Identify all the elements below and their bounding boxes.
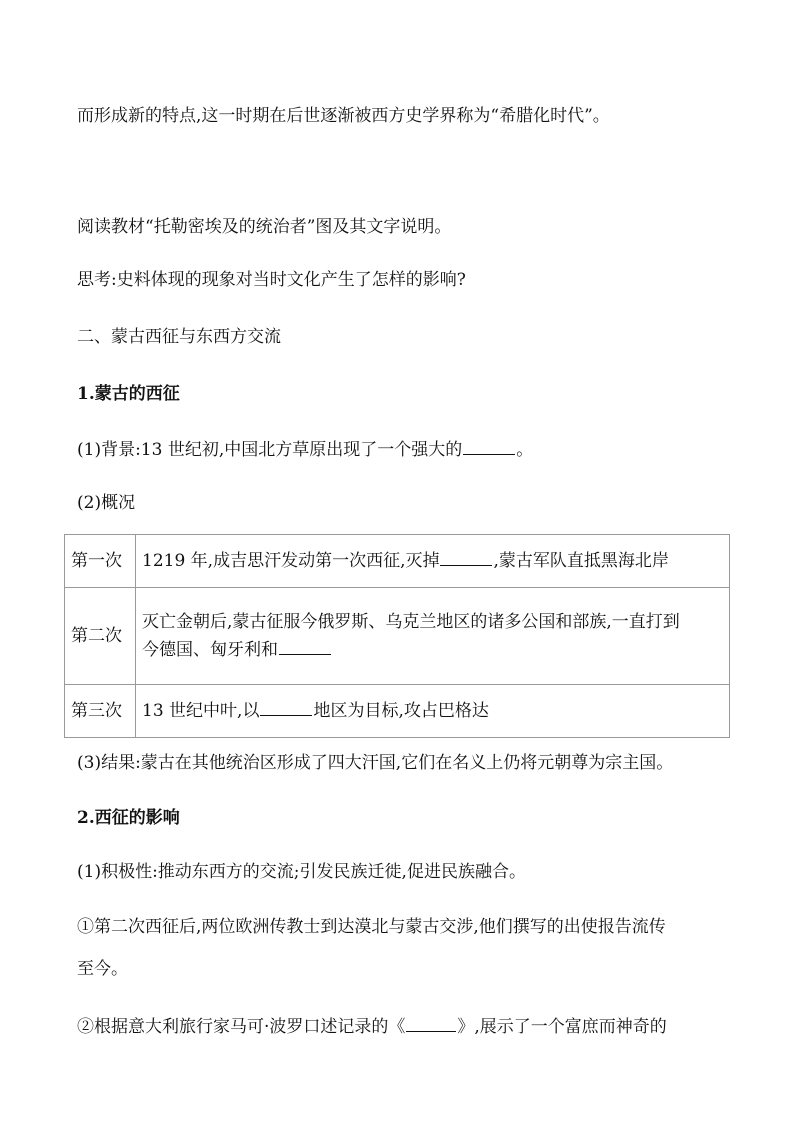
background-line (77, 437, 533, 462)
item-one-line-one: ①第二次西征后,两位欧洲传教士到达漠北与蒙古交涉,他们撰写的出使报告流传 (77, 917, 666, 937)
answer-blank (260, 698, 312, 716)
table-cell-label: 第一次 (65, 535, 136, 588)
thinking-question: 思考:史料体现的现象对当时文化产生了怎样的影响? (77, 270, 466, 290)
result-line: (3)结果:蒙古在其他统治区形成了四大汗国,它们在名义上仍将元朝尊为宗主国。 (77, 753, 674, 773)
table-row (65, 685, 730, 738)
item-two-prefix: ②根据意大利旅行家马可·波罗口述记录的《 (77, 1017, 406, 1037)
table-cell-label: 第三次 (65, 685, 136, 738)
item-two-line (77, 1014, 667, 1039)
table-cell-content (136, 535, 730, 588)
subsection-one-title: 1.蒙古的西征 (77, 384, 180, 404)
cell-text: ,蒙古军队直抵黑海北岸 (493, 551, 669, 571)
cell-text: 今德国、匈牙利和 (142, 640, 278, 660)
table-cell-label: 第二次 (65, 588, 136, 685)
background-prefix: (1)背景:13 世纪初,中国北方草原出现了一个强大的 (77, 440, 463, 460)
table-cell-content (136, 685, 730, 738)
item-two-suffix: 》,展示了一个富庶而神奇的 (457, 1017, 667, 1037)
background-suffix: 。 (516, 440, 534, 460)
section-two-title: 二、蒙古西征与东西方交流 (77, 327, 281, 347)
intro-paragraph: 而形成新的特点,这一时期在后世逐渐被西方史学界称为“希腊化时代”。 (77, 106, 610, 126)
cell-text-line2 (142, 636, 723, 664)
positive-impact: (1)积极性:推动东西方的交流;引发民族迁徙,促进民族融合。 (77, 862, 526, 882)
subsection-two-title: 2.西征的影响 (77, 808, 180, 828)
cell-text: 地区为目标,攻占巴格达 (313, 701, 489, 721)
western-expeditions-table (64, 534, 730, 738)
reading-task: 阅读教材“托勒密埃及的统治者”图及其文字说明。 (77, 217, 452, 237)
answer-blank (406, 1014, 456, 1032)
answer-blank (440, 548, 492, 566)
answer-blank (463, 437, 515, 455)
cell-text: 灭亡金朝后,蒙古征服今俄罗斯、乌克兰地区的诸多公国和部族,一直打到 (142, 612, 680, 632)
overview-label: (2)概况 (77, 493, 136, 513)
item-one-line-two: 至今。 (77, 959, 128, 979)
table-row (65, 535, 730, 588)
table-row (65, 588, 730, 685)
answer-blank (279, 637, 331, 655)
cell-text: 13 世纪中叶,以 (142, 701, 260, 721)
table-cell-content (136, 588, 730, 685)
cell-text: 1219 年,成吉思汗发动第一次西征,灭掉 (142, 551, 440, 571)
